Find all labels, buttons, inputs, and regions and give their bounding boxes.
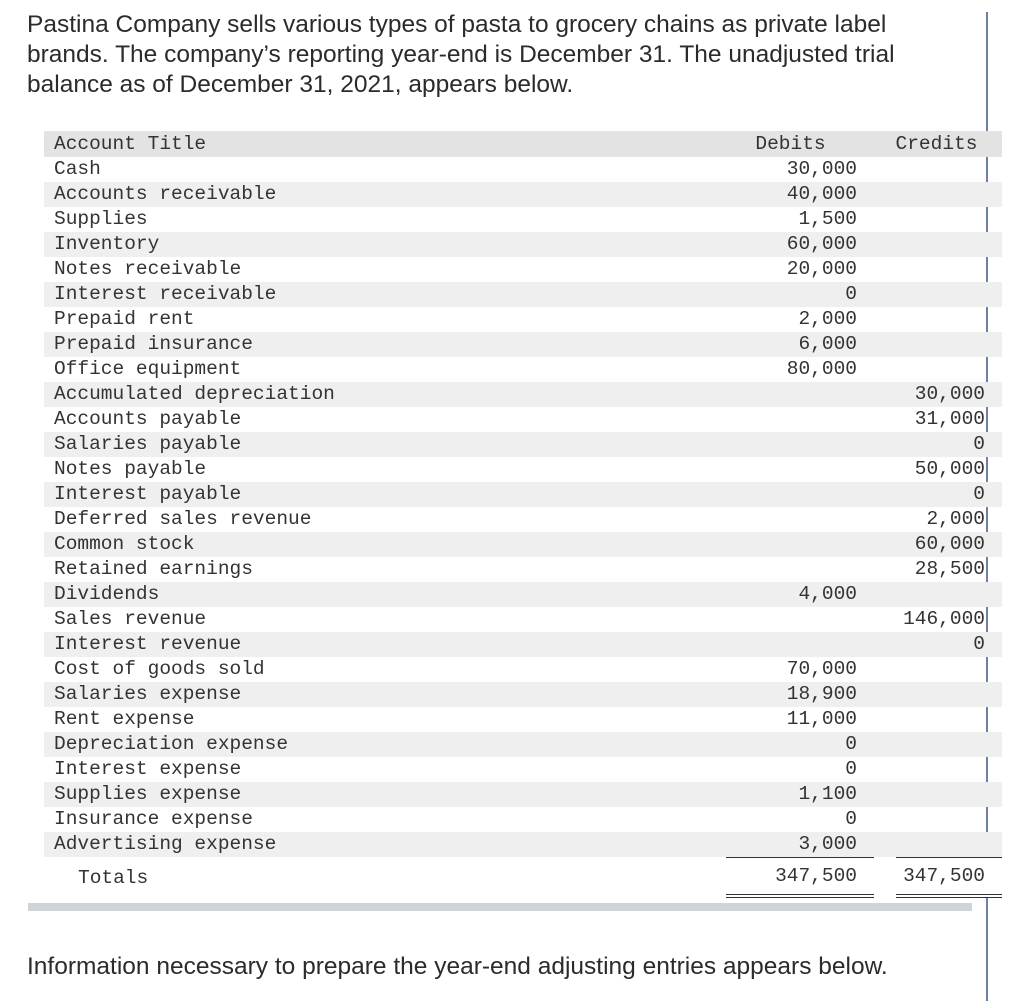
column-gap xyxy=(874,432,888,457)
debit-cell xyxy=(704,682,874,707)
credit-value: 0 xyxy=(973,433,985,455)
account-title-cell: Accumulated depreciation xyxy=(44,382,704,407)
debit-cell xyxy=(704,182,874,207)
debit-value: 1,500 xyxy=(798,208,857,230)
column-gap xyxy=(874,457,888,482)
account-title-cell: Interest receivable xyxy=(44,282,704,307)
debit-value: 1,100 xyxy=(798,783,857,805)
debit-cell xyxy=(704,807,874,832)
credit-cell xyxy=(888,357,1002,382)
header-account-title: Account Title xyxy=(44,131,704,157)
table-row xyxy=(44,207,1002,232)
table-row xyxy=(44,757,1002,782)
column-gap xyxy=(874,757,888,782)
debit-value: 2,000 xyxy=(798,308,857,330)
credit-value: 0 xyxy=(973,483,985,505)
account-title-cell: Inventory xyxy=(44,232,704,257)
debit-value: 0 xyxy=(845,808,857,830)
credit-cell xyxy=(888,657,1002,682)
credit-cell xyxy=(888,432,1002,457)
credit-cell xyxy=(888,182,1002,207)
account-title-cell: Retained earnings xyxy=(54,558,253,580)
header-debits-label: Debits xyxy=(755,132,826,155)
column-gap xyxy=(874,807,888,832)
debit-cell xyxy=(704,482,874,507)
debit-cell xyxy=(704,707,874,732)
debit-cell xyxy=(704,832,874,857)
debit-value: 20,000 xyxy=(786,258,857,280)
debit-cell xyxy=(704,407,874,432)
table-row xyxy=(44,732,1002,757)
table-row xyxy=(44,382,1002,407)
debit-cell xyxy=(704,732,874,757)
totals-label: Totals xyxy=(44,857,704,898)
column-gap xyxy=(874,682,888,707)
debit-cell xyxy=(704,507,874,532)
column-gap xyxy=(874,507,888,532)
credit-cell xyxy=(888,507,1002,532)
credit-cell xyxy=(888,682,1002,707)
debit-cell xyxy=(704,782,874,807)
table-row xyxy=(44,482,1002,507)
debit-value: 0 xyxy=(845,758,857,780)
column-gap xyxy=(874,582,888,607)
header-credits-label: Credits xyxy=(895,132,978,155)
totals-credit-value: 347,500 xyxy=(896,857,1002,898)
account-title-cell: Office equipment xyxy=(54,358,242,380)
table-row xyxy=(44,707,1002,732)
credit-cell xyxy=(888,757,1002,782)
debit-value: 6,000 xyxy=(798,333,857,355)
credit-value: 31,000 xyxy=(914,408,985,430)
header-credits xyxy=(888,131,1002,157)
column-gap xyxy=(874,732,888,757)
table-row xyxy=(44,307,1002,332)
table-row xyxy=(44,807,1002,832)
totals-credit-cell xyxy=(888,857,1002,898)
table-row xyxy=(44,282,1002,307)
table-row xyxy=(44,432,1002,457)
debit-value: 0 xyxy=(845,733,857,755)
account-title-cell: Accounts payable xyxy=(54,408,242,430)
credit-cell xyxy=(888,782,1002,807)
debit-value: 3,000 xyxy=(798,833,857,855)
debit-cell xyxy=(704,332,874,357)
debit-cell xyxy=(704,757,874,782)
account-title-cell: Prepaid rent xyxy=(54,308,195,330)
account-title-cell: Salaries expense xyxy=(44,682,704,707)
account-title-cell: Cash xyxy=(54,158,101,180)
table-row xyxy=(44,157,1002,182)
credit-value: 146,000 xyxy=(903,608,985,630)
outro-paragraph: Information necessary to prepare the year-end adjusting entries appears below. xyxy=(27,953,888,980)
account-title-cell: Insurance expense xyxy=(54,808,253,830)
debit-value: 4,000 xyxy=(798,583,857,605)
credit-value: 28,500 xyxy=(914,558,985,580)
debit-value: 40,000 xyxy=(786,183,857,205)
debit-cell xyxy=(704,157,874,182)
table-row xyxy=(44,832,1002,857)
account-title-cell: Supplies expense xyxy=(44,782,704,807)
debit-value: 0 xyxy=(845,283,857,305)
column-gap xyxy=(874,532,888,557)
account-title-cell: Cost of goods sold xyxy=(54,658,265,680)
table-row xyxy=(44,582,1002,607)
account-title-cell: Depreciation expense xyxy=(44,732,704,757)
table-row xyxy=(44,682,1002,707)
column-gap xyxy=(874,707,888,732)
account-title-cell: Accounts receivable xyxy=(44,182,704,207)
table-row xyxy=(44,332,1002,357)
account-title-cell: Salaries payable xyxy=(44,432,704,457)
debit-cell xyxy=(704,232,874,257)
debit-cell xyxy=(704,582,874,607)
table-row xyxy=(44,632,1002,657)
debit-cell xyxy=(704,382,874,407)
column-gap xyxy=(874,257,888,282)
column-gap xyxy=(874,207,888,232)
credit-cell xyxy=(888,557,1002,582)
column-gap xyxy=(874,857,888,898)
credit-value: 60,000 xyxy=(914,533,985,555)
trial-balance-table xyxy=(44,131,1002,898)
credit-value: 30,000 xyxy=(914,383,985,405)
account-title-cell: Interest payable xyxy=(44,482,704,507)
account-title-cell: Advertising expense xyxy=(44,832,704,857)
header-gap xyxy=(874,131,888,157)
credit-cell xyxy=(888,607,1002,632)
table-header-row xyxy=(44,131,1002,157)
debit-cell xyxy=(704,532,874,557)
trial-balance-body xyxy=(44,131,1002,898)
debit-value: 18,900 xyxy=(786,683,857,705)
credit-cell xyxy=(888,207,1002,232)
table-row xyxy=(44,782,1002,807)
column-gap xyxy=(874,232,888,257)
debit-value: 60,000 xyxy=(786,233,857,255)
credit-cell xyxy=(888,807,1002,832)
account-title-cell: Interest expense xyxy=(54,758,242,780)
column-gap xyxy=(874,832,888,857)
column-gap xyxy=(874,157,888,182)
column-gap xyxy=(874,657,888,682)
column-gap xyxy=(874,332,888,357)
table-row xyxy=(44,507,1002,532)
table-row xyxy=(44,407,1002,432)
account-title-cell: Common stock xyxy=(44,532,704,557)
credit-value: 50,000 xyxy=(914,458,985,480)
column-gap xyxy=(874,307,888,332)
credit-cell xyxy=(888,582,1002,607)
debit-cell xyxy=(704,257,874,282)
account-title-cell: Notes payable xyxy=(54,458,207,480)
totals-debit-value: 347,500 xyxy=(726,857,874,898)
debit-cell xyxy=(704,632,874,657)
credit-value: 0 xyxy=(973,633,985,655)
credit-cell xyxy=(888,307,1002,332)
debit-cell xyxy=(704,432,874,457)
column-gap xyxy=(874,407,888,432)
credit-cell xyxy=(888,257,1002,282)
debit-cell xyxy=(704,307,874,332)
debit-cell xyxy=(704,607,874,632)
header-debits xyxy=(704,131,874,157)
column-gap xyxy=(874,782,888,807)
totals-debit-cell xyxy=(704,857,874,898)
debit-cell xyxy=(704,357,874,382)
debit-cell xyxy=(704,557,874,582)
credit-cell xyxy=(888,832,1002,857)
table-row xyxy=(44,357,1002,382)
column-gap xyxy=(874,632,888,657)
account-title-cell: Notes receivable xyxy=(54,258,242,280)
debit-value: 11,000 xyxy=(786,708,857,730)
column-gap xyxy=(874,282,888,307)
table-row xyxy=(44,232,1002,257)
account-title-cell: Dividends xyxy=(44,582,704,607)
table-row xyxy=(44,257,1002,282)
account-title-cell: Deferred sales revenue xyxy=(54,508,312,530)
credit-cell xyxy=(888,407,1002,432)
column-gap xyxy=(874,182,888,207)
credit-cell xyxy=(888,157,1002,182)
credit-cell xyxy=(888,232,1002,257)
column-gap xyxy=(874,382,888,407)
credit-cell xyxy=(888,382,1002,407)
debit-value: 70,000 xyxy=(786,658,857,680)
credit-value: 2,000 xyxy=(926,508,985,530)
credit-cell xyxy=(888,632,1002,657)
debit-cell xyxy=(704,282,874,307)
debit-value: 30,000 xyxy=(786,158,857,180)
account-title-cell: Sales revenue xyxy=(54,608,207,630)
table-row xyxy=(44,457,1002,482)
table-row xyxy=(44,607,1002,632)
account-title-cell: Prepaid insurance xyxy=(44,332,704,357)
credit-cell xyxy=(888,332,1002,357)
column-gap xyxy=(874,557,888,582)
intro-paragraph: Pastina Company sells various types of pasta to grocery chains as private label brands. The company’s reporting year-end is December 31. The unadjusted trial balance as of December 31, 2021, appears below. xyxy=(27,11,895,98)
table-row xyxy=(44,182,1002,207)
column-gap xyxy=(874,357,888,382)
credit-cell xyxy=(888,482,1002,507)
table-row xyxy=(44,532,1002,557)
credit-cell xyxy=(888,707,1002,732)
column-gap xyxy=(874,482,888,507)
table-row xyxy=(44,557,1002,582)
credit-cell xyxy=(888,532,1002,557)
account-title-cell: Supplies xyxy=(54,208,148,230)
debit-cell xyxy=(704,457,874,482)
table-row xyxy=(44,657,1002,682)
totals-row xyxy=(44,857,1002,898)
section-divider-bar xyxy=(28,903,972,911)
account-title-cell: Rent expense xyxy=(54,708,195,730)
column-gap xyxy=(874,607,888,632)
credit-cell xyxy=(888,732,1002,757)
debit-cell xyxy=(704,657,874,682)
debit-cell xyxy=(704,207,874,232)
debit-value: 80,000 xyxy=(786,358,857,380)
credit-cell xyxy=(888,282,1002,307)
account-title-cell: Interest revenue xyxy=(44,632,704,657)
credit-cell xyxy=(888,457,1002,482)
